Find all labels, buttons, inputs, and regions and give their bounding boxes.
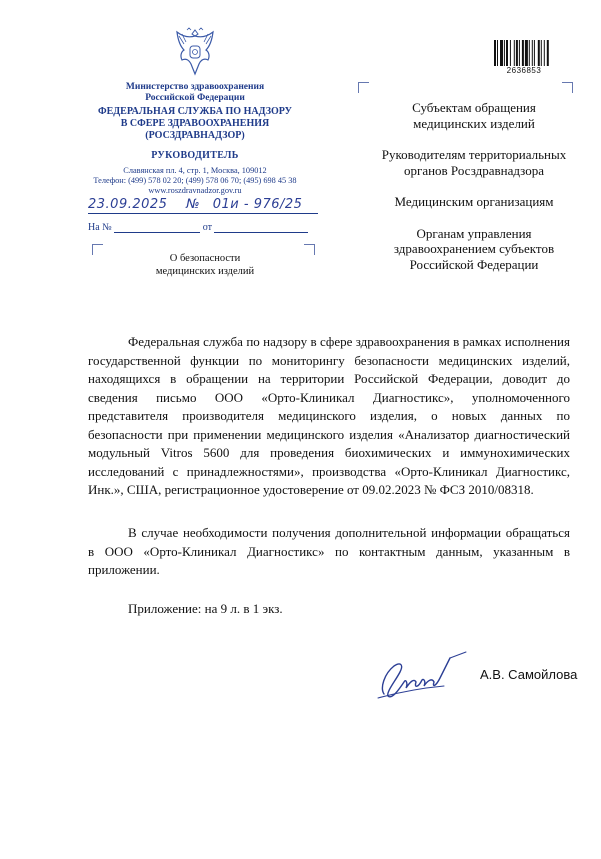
body-paragraph-2: В случае необходимости получения дополнительной информации обращаться в ООО «Орто-Клиникал Диагностикс» по контактным данным, указанным в приложении. [88, 525, 570, 577]
addressee: Субъектам обращения медицинских изделий [412, 100, 536, 131]
barcode-number: 2636853 [506, 66, 542, 75]
contacts [60, 166, 330, 196]
addressee: Руководителям территориальных органов Росздравнадзора [381, 147, 567, 178]
registration-line [88, 197, 318, 215]
ministry-name: Министерство здравоохранения Российской Федерации [125, 82, 265, 103]
handwritten-signature-icon [370, 648, 470, 708]
reply-line [88, 222, 318, 233]
number-sign: № [186, 197, 201, 212]
phones: Телефон: (499) 578 02 20; (499) 578 06 70; (495) 698 45 38 [93, 176, 297, 185]
reply-from: от [202, 222, 212, 233]
address: Славянская пл. 4, стр. 1, Москва, 109012 [123, 166, 267, 175]
subject: О безопасности медицинских изделий [155, 253, 255, 277]
reply-prefix: На № [88, 222, 112, 233]
handwritten-date: 23.09.2025 [88, 197, 168, 212]
body-paragraph-1: Федеральная служба по надзору в сфере здравоохранения в рамках исполнения государственной функции по мониторингу безопасности медицинских изделий, находящихся в обращении на территории Российской Федерации, доводит до сведения письмо ООО «Орто-Клиникал Диагностикс», уполномоченного представителя производителя медицинского изделия, о новых данных по безопасности при применении медицинского изделия «Анализатор диагностический модульный Vitros 5600 для проведения биохимических и иммунохимических исследований с принадлежностями», производства «Орто-Клиникал Диагностикс, Инк.», США, регистрационное удостоверение от 09.02.2023 № ФСЗ 2010/08318. [88, 334, 570, 497]
signer-name: А.В. Самойлова [480, 667, 578, 682]
handwritten-number: 01и - 976/25 [212, 197, 303, 212]
head-title: РУКОВОДИТЕЛЬ [151, 150, 239, 161]
attachment-note: Приложение: на 9 л. в 1 экз. [128, 601, 283, 616]
service-name: ФЕДЕРАЛЬНАЯ СЛУЖБА ПО НАДЗОРУ В СФЕРЕ ЗДРАВООХРАНЕНИЯ (РОСЗДРАВНАДЗОР) [98, 106, 292, 141]
addressee: Органам управления здравоохранением субъектов Российской Федерации [393, 225, 555, 272]
website: www.roszdravnadzor.gov.ru [148, 186, 242, 195]
russian-coat-of-arms-icon [174, 26, 216, 78]
addressee: Медицинским организациям [394, 194, 554, 209]
barcode [494, 40, 554, 66]
addressees [378, 100, 570, 288]
